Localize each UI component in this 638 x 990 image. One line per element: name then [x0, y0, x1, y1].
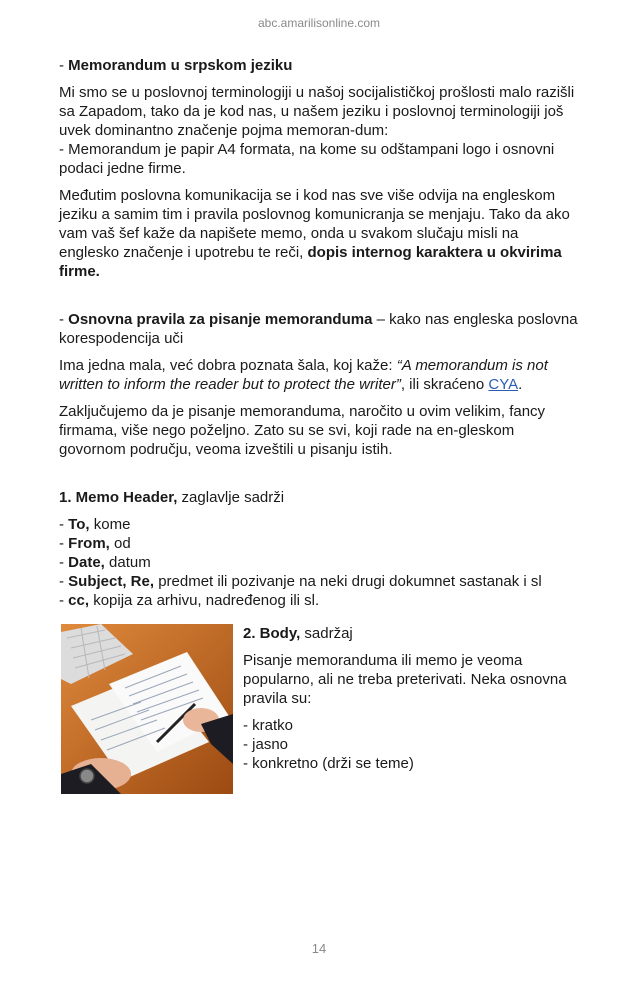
section-title: Osnovna pravila za pisanje memoranduma [68, 311, 373, 328]
body-section-text [243, 624, 573, 773]
section-header-heading [59, 488, 581, 507]
paragraph [59, 356, 581, 394]
paragraph: Pisanje memoranduma ili memo je veoma popularno, ali ne treba preterivati. Neka osnovna pravila su: [243, 652, 567, 707]
list-item-desc: od [109, 535, 131, 552]
list-item-desc: kome [89, 516, 131, 533]
list-item-desc: datum [104, 554, 151, 571]
section-body-heading [243, 624, 573, 643]
section-memorandum-heading [59, 56, 581, 75]
list-item: - Date, datum [59, 554, 151, 571]
list-item-term: cc, [68, 592, 90, 609]
document-content [59, 56, 581, 798]
section-rules-heading [59, 310, 581, 348]
section-title-rest: – kako nas engleska poslovna korespodencija uči [59, 311, 578, 347]
dash: - [59, 311, 69, 328]
list-item: - From, od [59, 535, 131, 552]
desk-writing-photo [61, 624, 233, 794]
body-section [59, 622, 581, 798]
section-title: Memorandum u srpskom jeziku [68, 57, 293, 74]
section-title-rest: zaglavlje sadrži [177, 489, 285, 506]
list-item: - cc, kopija za arhivu, nadređenog ili sl. [59, 592, 320, 609]
paragraph-text: , ili skraćeno [400, 376, 489, 393]
section-title: 1. Memo Header, [59, 489, 178, 506]
list-item: - To, kome [59, 516, 131, 533]
list-item-term: Subject, Re, [68, 573, 155, 590]
list-item-desc: predmet ili pozivanje na neki drugi dokumnet sastanak i sl [154, 573, 542, 590]
paragraph-text: Međutim poslovna komunikacija se i kod nas sve više odvija na engleskom jeziku a samim tim i pravila poslovnog komunicranja se menjaju. Tako da ako vam vaš šef kaže da napišete memo, onda u svakom slučaju misli na englesko značenje i upotrebu te reči, [59, 187, 570, 261]
section-title: 2. Body, [243, 625, 301, 642]
bold-text: dopis internog karaktera u okvirima firme. [59, 244, 562, 280]
paragraph [59, 83, 581, 178]
list-item: - Subject, Re, predmet ili pozivanje na neki drugi dokumnet sastanak i sl [59, 573, 542, 590]
paragraph-text: Ima jedna mala, već dobra poznata šala, koj kaže: [59, 357, 397, 374]
paragraph: Zaključujemo da je pisanje memoranduma, naročito u ovim velikim, fancy firmama, više nego poželjno. Zato su se svi, koji rade na en-gleskom govornom području, veoma izveštili u pisanju istih. [59, 403, 546, 458]
section-title-rest: sadržaj [300, 625, 353, 642]
header-fields-list [59, 515, 581, 610]
body-rules-list [243, 716, 573, 773]
quote-text: “A memorandum is not written to inform the reader but to protect the writer” [59, 357, 548, 393]
list-item: - jasno [243, 736, 289, 753]
site-header: abc.amarilisonline.com [257, 16, 381, 30]
dash: - [59, 57, 69, 74]
paragraph [59, 186, 581, 281]
paragraph-text: - Memorandum je papir A4 formata, na kome su odštampani logo i osnovni podaci jedne firme. [59, 141, 555, 177]
cya-link[interactable]: CYA [488, 376, 519, 393]
list-item-term: Date, [68, 554, 105, 571]
list-item: - kratko [243, 717, 294, 734]
list-item-term: To, [68, 516, 90, 533]
list-item: - konkretno (drži se teme) [243, 755, 414, 772]
list-item-desc: kopija za arhivu, nadređenog ili sl. [89, 592, 320, 609]
page-number: 14 [311, 941, 327, 956]
list-item-term: From, [68, 535, 110, 552]
paragraph-text: Mi smo se u poslovnoj terminologiji u našoj socijalističkoj prošlosti malo razišli sa Zapadom, tako da je kod nas, u našem jeziku i poslovnoj terminologiji još uvek dominantno značenje pojma memoran-dum: [59, 84, 575, 139]
paragraph-text: . [518, 376, 523, 393]
